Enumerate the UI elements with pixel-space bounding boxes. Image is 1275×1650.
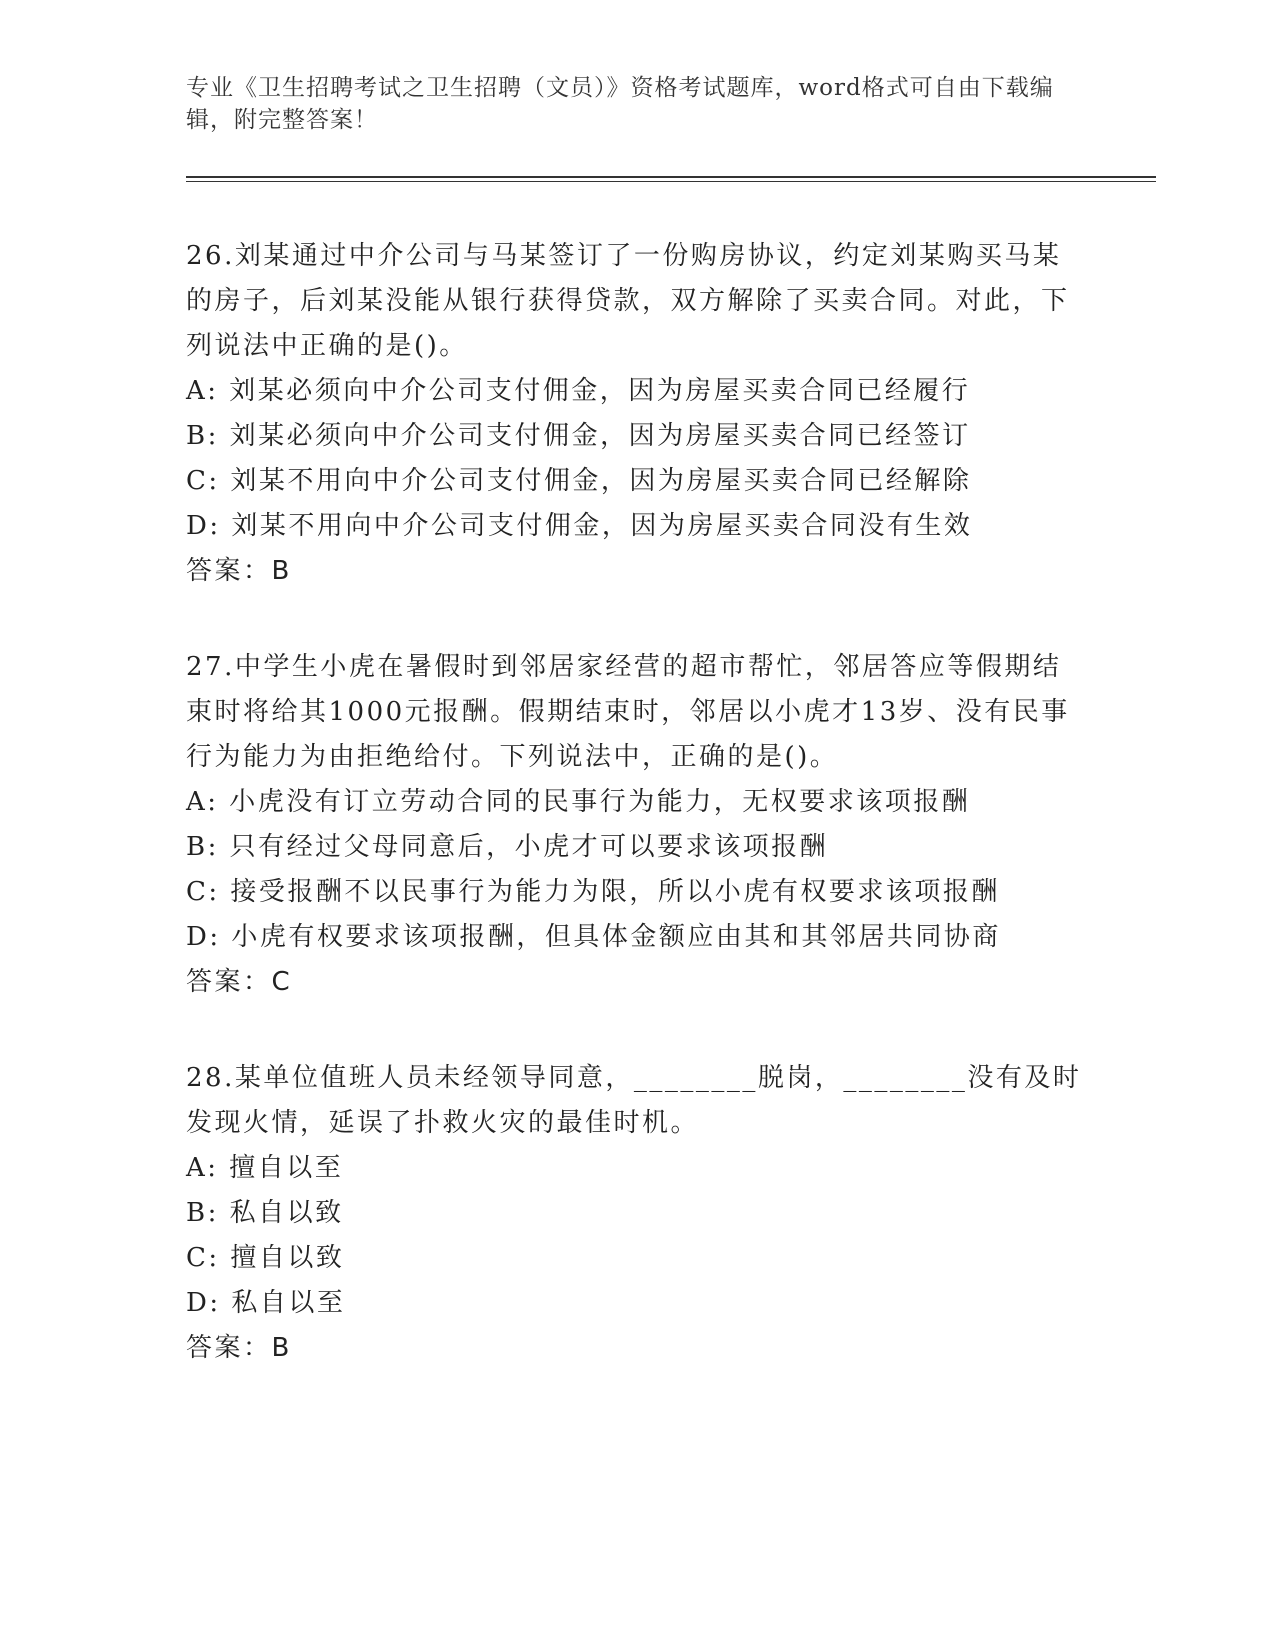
option-c: C: 接受报酬不以民事行为能力为限，所以小虎有权要求该项报酬 — [186, 877, 1000, 907]
question-stem: 28.某单位值班人员未经领导同意，________脱岗，________没有及时发现火情，延误了扑救火灾的最佳时机。 — [186, 1063, 1082, 1138]
option-a: A: 刘某必须向中介公司支付佣金，因为房屋买卖合同已经履行 — [186, 376, 971, 406]
header-divider-thin — [186, 181, 1156, 182]
answer-label: 答案：C — [186, 967, 293, 997]
option-b: B: 刘某必须向中介公司支付佣金，因为房屋买卖合同已经签订 — [186, 421, 971, 451]
answer-label: 答案：B — [186, 1333, 292, 1363]
question-26 — [186, 234, 1086, 594]
question-stem: 27.中学生小虎在暑假时到邻居家经营的超市帮忙，邻居答应等假期结束时将给其1000元报酬。假期结束时，邻居以小虎才13岁、没有民事行为能力为由拒绝给付。下列说法中，正确的是()。 — [186, 652, 1070, 772]
question-27 — [186, 645, 1086, 1005]
answer-label: 答案：B — [186, 556, 292, 586]
header-divider-thick — [186, 176, 1156, 178]
option-d: D: 刘某不用向中介公司支付佣金，因为房屋买卖合同没有生效 — [186, 511, 973, 541]
option-b: B: 只有经过父母同意后，小虎才可以要求该项报酬 — [186, 832, 829, 862]
question-28 — [186, 1056, 1086, 1371]
option-b: B: 私自以致 — [186, 1198, 344, 1228]
document-header: 专业《卫生招聘考试之卫生招聘（文员）》资格考试题库，word格式可自由下载编辑，附完整答案！ — [186, 75, 1054, 133]
option-d: D: 小虎有权要求该项报酬，但具体金额应由其和其邻居共同协商 — [186, 922, 1001, 952]
option-c: C: 刘某不用向中介公司支付佣金，因为房屋买卖合同已经解除 — [186, 466, 972, 496]
option-a: A: 小虎没有订立劳动合同的民事行为能力，无权要求该项报酬 — [186, 787, 971, 817]
option-a: A: 擅自以至 — [186, 1153, 344, 1183]
option-d: D: 私自以至 — [186, 1288, 346, 1318]
question-stem: 26.刘某通过中介公司与马某签订了一份购房协议，约定刘某购买马某的房子，后刘某没能从银行获得贷款，双方解除了买卖合同。对此，下列说法中正确的是()。 — [186, 241, 1070, 361]
option-c: C: 擅自以致 — [186, 1243, 345, 1273]
